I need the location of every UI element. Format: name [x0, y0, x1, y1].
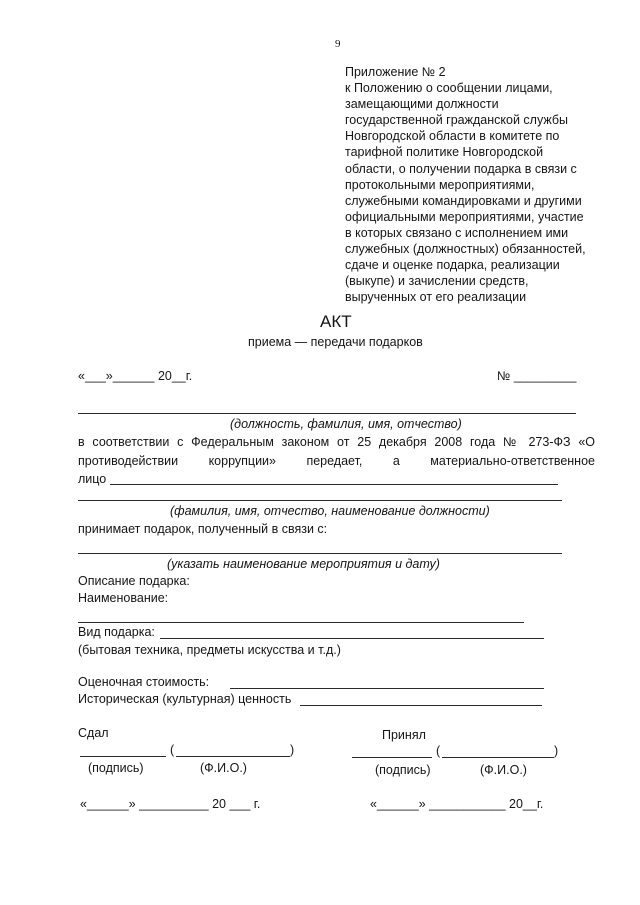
- type-label: Вид подарка:: [78, 625, 155, 639]
- position-name-line: [78, 413, 576, 414]
- appendix-line: служебными командировками и другими: [345, 193, 582, 208]
- body-line-2: [78, 454, 595, 468]
- received-fio-caption: (Ф.И.О.): [480, 763, 527, 777]
- handed-fio-close: ): [290, 743, 295, 757]
- event-caption: (указать наименование мероприятия и дату): [167, 557, 440, 571]
- act-date-field: «___»______ 20__г.: [78, 369, 193, 383]
- appendix-line: в которых связано с исполнением ими: [345, 225, 569, 240]
- value-label: Оценочная стоимость:: [78, 675, 210, 689]
- appendix-line: служебных (должностных) обязанностей,: [345, 242, 586, 257]
- act-title: АКТ: [320, 312, 352, 331]
- received-fio-close: ): [554, 744, 559, 758]
- received-label: Принял: [382, 728, 426, 742]
- appendix-line: сдаче и оценке подарка, реализации: [345, 258, 560, 273]
- body-word: передает,: [306, 454, 363, 468]
- appendix-line: Новгородской области в комитете по: [345, 129, 560, 144]
- historical-label: Историческая (культурная) ценность: [78, 692, 292, 706]
- type-line: [160, 638, 544, 639]
- type-hint: (бытовая техника, предметы искусства и т.д.): [78, 643, 341, 657]
- name-position-caption: (фамилия, имя, отчество, наименование должности): [170, 504, 490, 518]
- body-line-3: лицо: [78, 472, 107, 486]
- handed-fio-line: [176, 756, 290, 757]
- appendix-line: (выкупе) и зачислении средств,: [345, 274, 529, 289]
- appendix-line: Приложение № 2: [345, 65, 446, 79]
- value-line: [230, 688, 544, 689]
- handed-fio-caption: (Ф.И.О.): [200, 761, 247, 775]
- appendix-line: государственной гражданской службы: [345, 113, 568, 128]
- position-name-caption: (должность, фамилия, имя, отчество): [230, 417, 462, 431]
- appendix-line: к Положению о сообщении лицами,: [345, 81, 553, 96]
- body-word: коррупции»: [208, 454, 276, 468]
- received-signature-line: [352, 757, 432, 758]
- appendix-line: замещающими должности: [345, 97, 499, 112]
- body-line-1: в соответствии с Федеральным законом от 25 декабря 2008 года № 273-ФЗ «О: [78, 435, 595, 449]
- received-fio-line: [442, 757, 554, 758]
- handed-signature-caption: (подпись): [88, 761, 144, 775]
- handed-label: Сдал: [78, 726, 109, 740]
- body-word: а: [392, 454, 400, 468]
- appendix-line: официальными мероприятиями, участие: [345, 209, 584, 224]
- appendix-header: [345, 64, 615, 305]
- page-number: 9: [335, 38, 341, 50]
- received-fio-open: (: [436, 744, 441, 758]
- receiver-line-2: [78, 500, 562, 501]
- handed-fio-open: (: [170, 743, 175, 757]
- handed-date-field: «______» __________ 20 ___ г.: [80, 797, 261, 811]
- description-label: Описание подарка:: [78, 574, 190, 588]
- appendix-line: области, о получении подарка в связи с: [345, 161, 577, 176]
- receiver-line: [110, 484, 558, 485]
- event-line: [78, 553, 562, 554]
- received-date-field: «______» ___________ 20__г.: [370, 797, 544, 811]
- body-word: материально-ответственное: [430, 454, 595, 468]
- appendix-line: протокольными мероприятиями,: [345, 177, 535, 192]
- act-number-field: № _________: [497, 369, 577, 383]
- body-word: противодействии: [78, 454, 179, 468]
- handed-signature-line: [80, 756, 166, 757]
- name-line: [78, 622, 524, 623]
- appendix-line: вырученных от его реализации: [345, 290, 527, 305]
- historical-line: [300, 705, 542, 706]
- name-label: Наименование:: [78, 591, 169, 605]
- accepts-text: принимает подарок, полученный в связи с:: [78, 522, 328, 536]
- act-subtitle: приема — передачи подарков: [248, 335, 423, 349]
- received-signature-caption: (подпись): [375, 763, 431, 777]
- appendix-line: тарифной политике Новгородской: [345, 145, 544, 160]
